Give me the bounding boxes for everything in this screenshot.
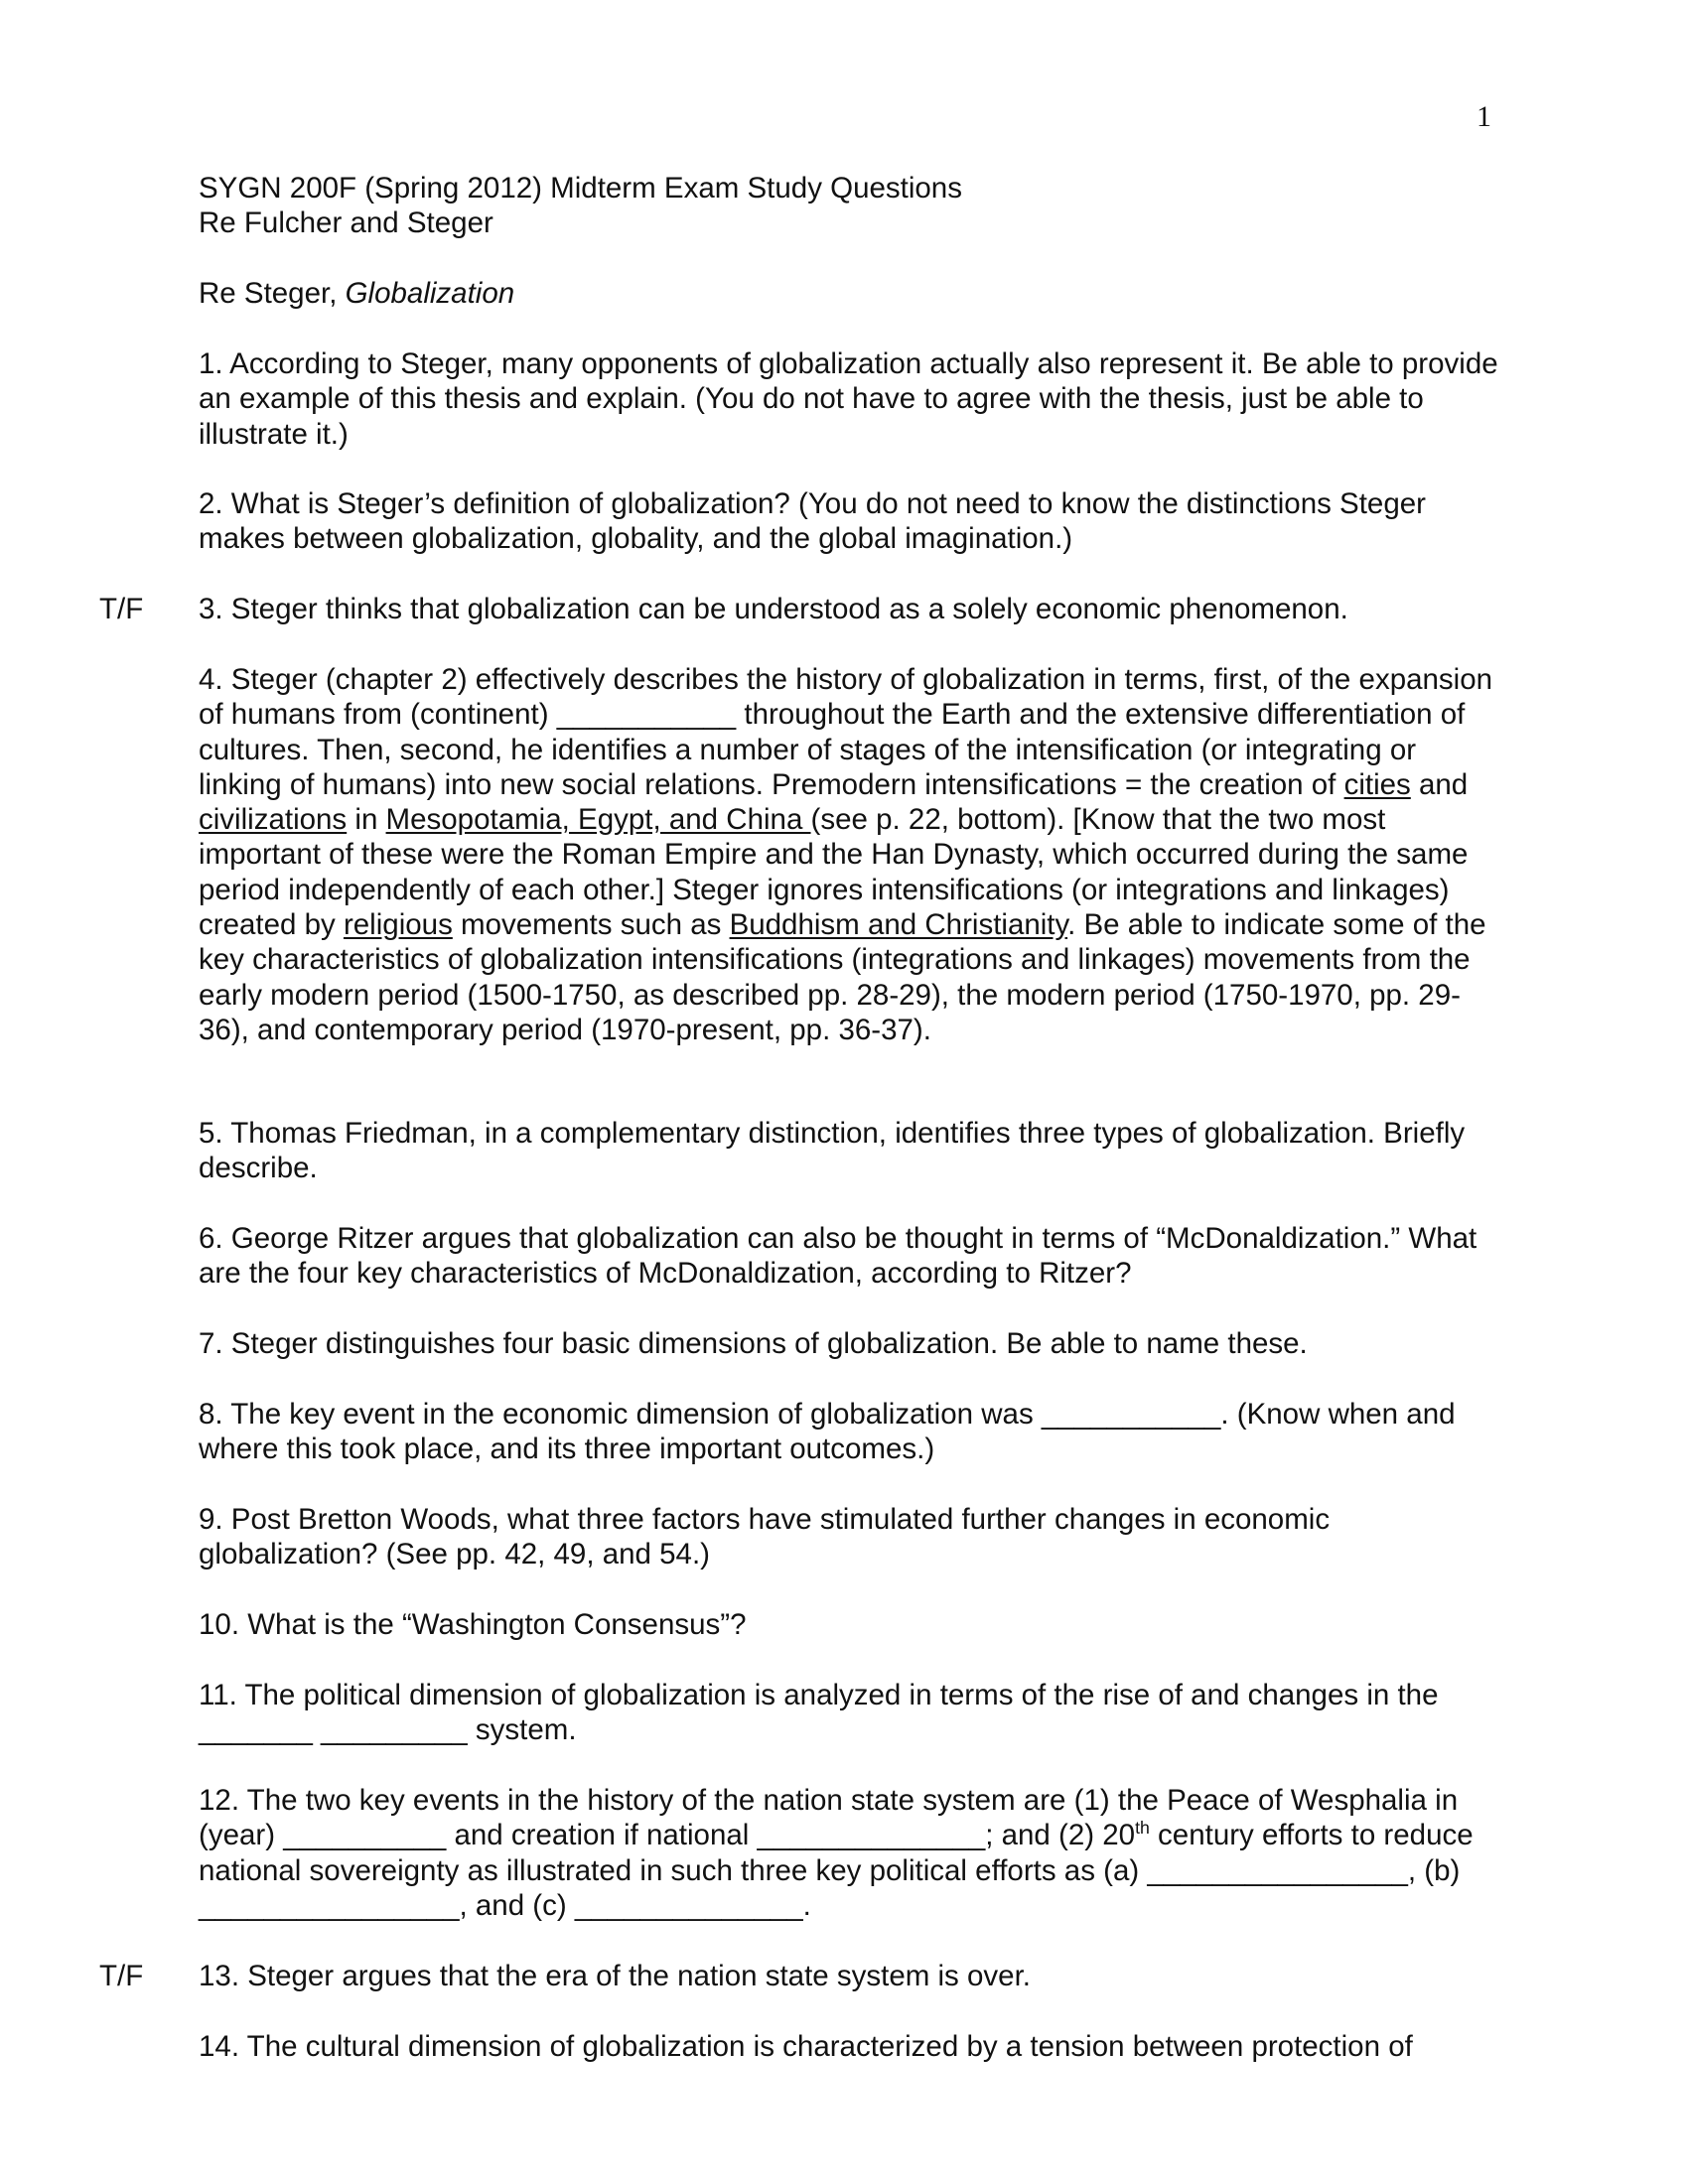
question-14: 14. The cultural dimension of globalization is characterized by a tension between protection of	[199, 2030, 1413, 2063]
q4-underlined-regions: Mesopotamia, Egypt, and China	[385, 803, 811, 837]
document-title: SYGN 200F (Spring 2012) Midterm Exam Study Questions	[199, 172, 962, 205]
section-heading	[199, 276, 1499, 311]
question-10: 10. What is the “Washington Consensus”?	[199, 1608, 747, 1641]
q4-text-3: in	[347, 803, 386, 837]
q4-text-5: movements such as	[452, 908, 730, 942]
q4-text-4: (see p. 22, bottom). [Know that the two most important of these were the Roman Empire and the Han Dynasty, which occurred during the same period independently of each other.] Steger ignores intensifications (or integrations and linkages) created by	[199, 803, 1469, 942]
question-5: 5. Thomas Friedman, in a complementary distinction, identifies three types of globalization. Briefly describe.	[199, 1117, 1466, 1185]
q4-underlined-cities: cities	[1343, 767, 1411, 801]
section-book-title: Globalization	[345, 277, 515, 310]
q4-text-6: . Be able to indicate some of the key characteristics of globalization intensifications (integrations and linkages) movements from the early modern period (1500-1750, as described pp. 28-29), the modern period (1750-1970, pp. 29-36), and contemporary period (1970-present, pp. 36-37).	[199, 908, 1486, 1046]
question-6: 6. George Ritzer argues that globalization can also be thought in terms of “McDonaldization.” What are the four key characteristics of McDonaldization, according to Ritzer?	[199, 1222, 1477, 1291]
q4-text-2: and	[1410, 767, 1469, 801]
question-2: 2. What is Steger’s definition of globalization? (You do not need to know the distinctions Steger makes between globalization, globality, and the global imagination.)	[199, 487, 1426, 556]
question-3: 3. Steger thinks that globalization can be understood as a solely economic phenomenon.	[199, 593, 1348, 625]
question-13: 13. Steger argues that the era of the nation state system is over.	[199, 1960, 1031, 1992]
document-subtitle: Re Fulcher and Steger	[199, 206, 493, 240]
q4-underlined-religions: Buddhism and Christianity	[729, 908, 1068, 942]
question-8: 8. The key event in the economic dimension of globalization was ___________. (Know when and where this took place, and its three important outcomes.)	[199, 1398, 1456, 1466]
true-false-marker-q3: T/F	[99, 593, 144, 625]
q12-text-2: century efforts to reduce national sovereignty as illustrated in such three key political efforts as (a) ________________, (b) ________________, and (c) ______________.	[199, 1819, 1474, 1922]
question-4	[199, 662, 1499, 1047]
question-9: 9. Post Bretton Woods, what three factors have stimulated further changes in economic globalization? (See pp. 42, 49, and 54.)	[199, 1503, 1331, 1571]
question-7: 7. Steger distinguishes four basic dimensions of globalization. Be able to name these.	[199, 1327, 1308, 1360]
question-12	[199, 1783, 1499, 1923]
q12-text-1: 12. The two key events in the history of the nation state system are (1) the Peace of Wesphalia in (year) __________ and creation if national ______________; and (2) 20	[199, 1784, 1459, 1852]
true-false-marker-q13: T/F	[99, 1960, 144, 1992]
q4-underlined-religious: religious	[343, 908, 453, 942]
q12-superscript: th	[1135, 1818, 1150, 1839]
question-1: 1. According to Steger, many opponents of globalization actually also represent it. Be able to provide an example of this thesis and explain. (You do not have to agree with the thesis, just be able to illustrate it.)	[199, 347, 1498, 451]
q4-underlined-civilizations: civilizations	[199, 803, 348, 837]
question-11: 11. The political dimension of globalization is analyzed in terms of the rise of and changes in the _______ _________ system.	[199, 1679, 1439, 1747]
page-number: 1	[1477, 100, 1491, 133]
section-prefix: Re Steger,	[199, 277, 346, 310]
document-header	[199, 171, 1499, 241]
q4-text-1: 4. Steger (chapter 2) effectively describes the history of globalization in terms, first, of the expansion of humans from (continent) ___________ throughout the Earth and the extensive differentiation of cultures. Then, second, he identifies a number of stages of the intensification (or integrating or linking of humans) into new social relations. Premodern intensifications = the creation of	[199, 663, 1493, 801]
